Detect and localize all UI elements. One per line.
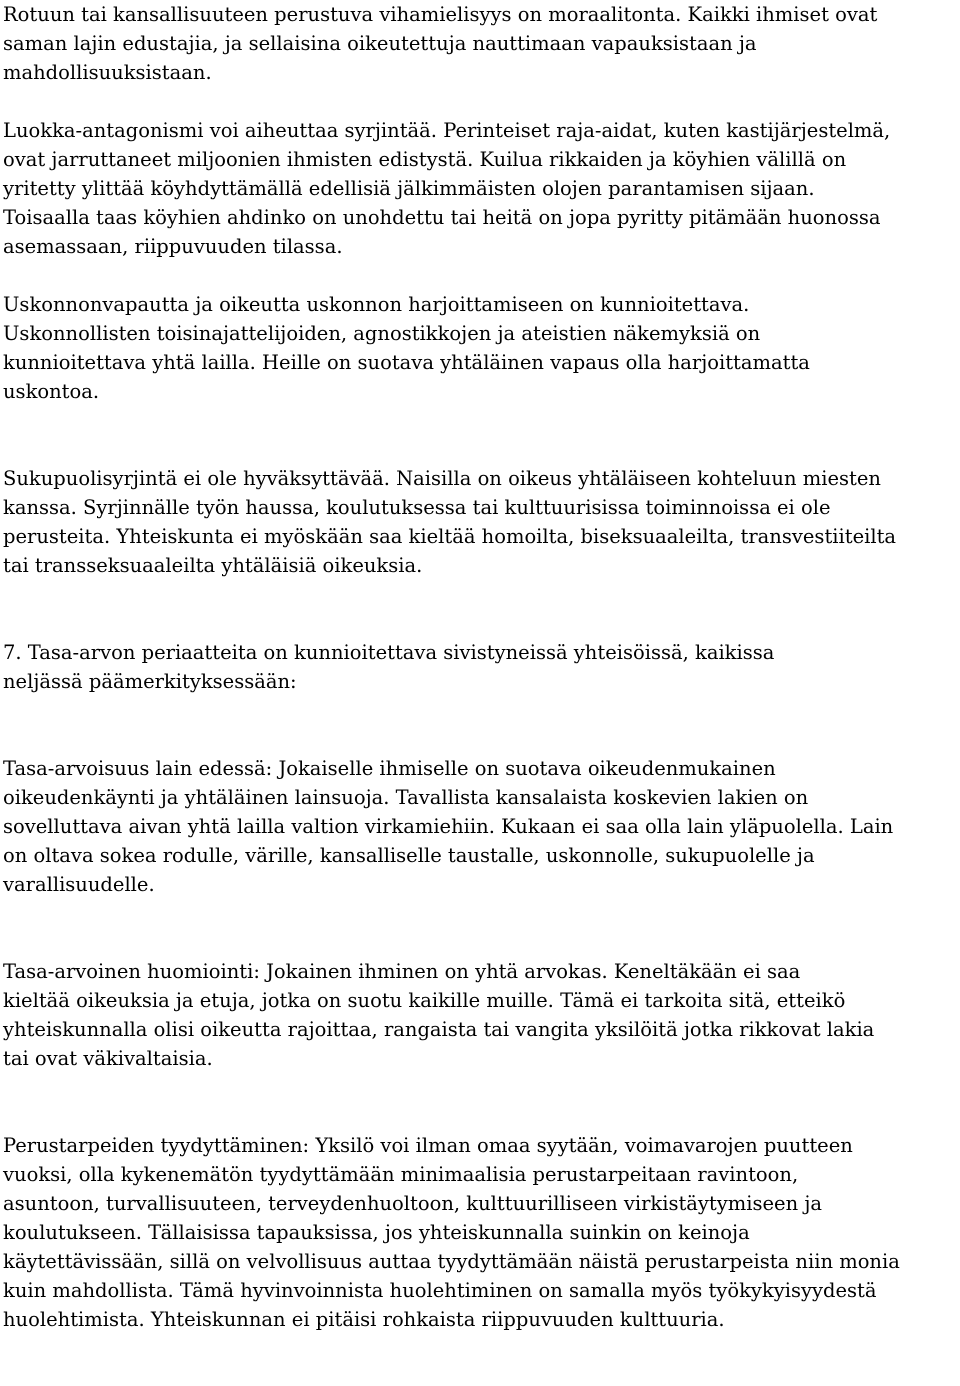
paragraph-equality-before-law: Tasa-arvoisuus lain edessä: Jokaiselle ihmiselle on suotava oikeudenmukainen oikeudenkäynti ja yhtäläinen lainsuoja. Tavallista kansalaista koskevien lakien on sovelluttava aivan yhtä lailla valtion virkamiehiin. Kukaan ei saa olla lain yläpuolella. Lain on oltava sokea rodulle, värille, kansalliselle taustalle, uskonnolle, sukupuolelle ja varallisuudelle.	[3, 757, 894, 896]
paragraph-spacer	[3, 87, 958, 116]
paragraph-class-antagonism: Luokka-antagonismi voi aiheuttaa syrjintää. Perinteiset raja-aidat, kuten kastijärjestelmä, ovat jarruttaneet miljoonien ihmisten edistystä. Kuilua rikkaiden ja köyhien välillä on yritetty ylittää köyhdyttämällä edellisiä jälkimmäisten olojen parantamisen sijaan. Toisaalla taas köyhien ahdinko on unohdettu tai heitä on jopa pyritty pitämään huonossa asemassaan, riippuvuuden tilassa.	[3, 119, 891, 258]
paragraph-spacer	[3, 261, 958, 290]
paragraph-basic-needs: Perustarpeiden tyydyttäminen: Yksilö voi ilman omaa syytään, voimavarojen puutteen vuoksi, olla kykenemätön tyydyttämään minimaalisia perustarpeitaan ravintoon, asuntoon, turvallisuuteen, terveydenhuoltoon, kulttuurilliseen virkistäytymiseen ja koulutukseen. Tällaisissa tapauksissa, jos yhteiskunnalla suinkin on keinoja käytettävissään, sillä on velvollisuus auttaa tyydyttämään näistä perustarpeista niin monia kuin mahdollista. Tämä hyvinvoinnista huolehtiminen on samalla myös työkykyisyydestä huolehtimista. Yhteiskunnan ei pitäisi rohkaista riippuvuuden kulttuuria.	[3, 1134, 900, 1331]
paragraph-spacer	[3, 899, 958, 957]
paragraph-spacer	[3, 1073, 958, 1131]
paragraph-equality-principles: 7. Tasa-arvon periaatteita on kunnioitettava sivistyneissä yhteisöissä, kaikissa neljässä päämerkityksessään:	[3, 641, 775, 693]
paragraph-gender-discrimination: Sukupuolisyrjintä ei ole hyväksyttävää. Naisilla on oikeus yhtäläiseen kohteluun miesten kanssa. Syrjinnälle työn haussa, koulutuksessa tai kulttuurisissa toiminnoissa ei ole perusteita. Yhteiskunta ei myöskään saa kieltää homoilta, biseksuaaleilta, transvestiiteilta tai transseksuaaleilta yhtäläisiä oikeuksia.	[3, 467, 897, 577]
paragraph-equal-consideration: Tasa-arvoinen huomiointi: Jokainen ihminen on yhtä arvokas. Keneltäkään ei saa kieltää oikeuksia ja etuja, jotka on suotu kaikille muille. Tämä ei tarkoita sitä, etteikö yhteiskunnalla olisi oikeutta rajoittaa, rangaista tai vangita yksilöitä jotka rikkovat lakia tai ovat väkivaltaisia.	[3, 960, 875, 1070]
paragraph-spacer	[3, 696, 958, 754]
document-page	[3, 0, 958, 1334]
paragraph-religious-freedom: Uskonnonvapautta ja oikeutta uskonnon harjoittamiseen on kunnioitettava. Uskonnollisten toisinajattelijoiden, agnostikkojen ja ateistien näkemyksiä on kunnioitettava yhtä lailla. Heille on suotava yhtäläinen vapaus olla harjoittamatta uskontoa.	[3, 293, 810, 403]
paragraph-spacer	[3, 406, 958, 464]
paragraph-spacer	[3, 580, 958, 638]
paragraph-ethnic-hostility: Rotuun tai kansallisuuteen perustuva vihamielisyys on moraalitonta. Kaikki ihmiset ovat saman lajin edustajia, ja sellaisina oikeutettuja nauttimaan vapauksistaan ja mahdollisuuksistaan.	[3, 3, 878, 84]
